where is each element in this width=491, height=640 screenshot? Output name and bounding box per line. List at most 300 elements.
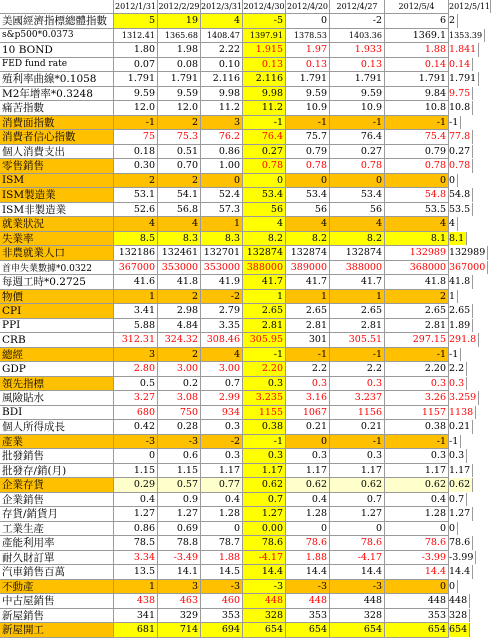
row-label: 企業銷售: [0, 493, 114, 507]
value-cell: 41.8: [449, 275, 473, 289]
value-cell: 312.31: [114, 333, 158, 347]
value-cell: 9.59: [330, 87, 385, 101]
table-row: [0, 101, 471, 116]
value-cell: -1: [449, 435, 461, 449]
value-cell: 1312.41: [114, 29, 158, 43]
table-row: [0, 391, 477, 406]
value-cell: 1.88: [385, 43, 449, 57]
value-cell: 0: [449, 522, 458, 536]
value-cell: 1.88: [286, 551, 330, 565]
value-cell: 654: [243, 623, 286, 637]
value-cell: -1: [286, 348, 330, 362]
value-cell: 1138: [449, 406, 476, 420]
table-row: [0, 304, 471, 319]
value-cell: 0.21: [449, 420, 473, 434]
row-label: 失業率: [0, 232, 114, 246]
value-cell: 2.65: [243, 304, 286, 318]
value-cell: 53.5: [385, 203, 449, 217]
value-cell: 41.7: [286, 275, 330, 289]
value-cell: -4.17: [330, 551, 385, 565]
row-label: 消費者信心指數: [0, 130, 114, 144]
value-cell: -3: [243, 580, 286, 594]
table-row: [0, 594, 468, 609]
value-cell: 367000: [114, 261, 158, 275]
value-cell: 448: [385, 594, 449, 608]
value-cell: 388000: [243, 261, 286, 275]
date-header: 2012/2/29: [158, 2, 200, 11]
value-cell: 0.78: [286, 159, 330, 173]
value-cell: 57.3: [201, 203, 243, 217]
row-label: 企業存貨: [0, 478, 114, 492]
value-cell: 0.77: [201, 478, 243, 492]
value-cell: 0.30: [114, 159, 158, 173]
table-row: [0, 449, 465, 464]
table-row: [0, 232, 465, 247]
value-cell: 0.62: [385, 478, 449, 492]
value-cell: 4.84: [158, 319, 201, 333]
row-label: ISM非製造業: [0, 203, 114, 217]
date-header: 2012/4/27: [330, 0, 385, 13]
value-cell: 75.7: [286, 130, 330, 144]
table-row: [0, 319, 471, 334]
value-cell: 41.7: [243, 275, 286, 289]
value-cell: 54.1: [158, 188, 201, 202]
value-cell: 353: [286, 609, 330, 623]
value-cell: 3.16: [286, 391, 330, 405]
value-cell: 77.8: [449, 130, 473, 144]
row-label: 領先指標: [0, 377, 114, 391]
value-cell: 4: [158, 217, 201, 231]
value-cell: 2: [158, 174, 201, 188]
value-cell: 1157: [385, 406, 449, 420]
value-cell: 353: [385, 609, 449, 623]
value-cell: 8.1: [449, 232, 467, 246]
value-cell: 934: [201, 406, 243, 420]
value-cell: 10.8: [385, 101, 449, 115]
value-cell: -1: [330, 348, 385, 362]
value-cell: 13.5: [114, 565, 158, 579]
value-cell: 694: [201, 623, 243, 637]
value-cell: 1067: [286, 406, 330, 420]
value-cell: -3.99: [385, 551, 449, 565]
value-cell: 0.3: [201, 420, 243, 434]
row-label: 個人消費支出: [0, 145, 114, 159]
value-cell: 132874: [243, 246, 286, 260]
value-cell: -1: [114, 116, 158, 130]
value-cell: 0.3: [201, 449, 243, 463]
value-cell: 1: [286, 290, 330, 304]
value-cell: 4: [286, 217, 330, 231]
value-cell: -2: [201, 435, 243, 449]
value-cell: 0.7: [330, 493, 385, 507]
value-cell: 3.00: [158, 362, 201, 376]
value-cell: 1: [449, 290, 458, 304]
value-cell: 14.4: [330, 565, 385, 579]
value-cell: 53.4: [330, 188, 385, 202]
row-label: 個人所得成長: [0, 420, 114, 434]
value-cell: -1: [385, 435, 449, 449]
value-cell: 41.6: [114, 275, 158, 289]
value-cell: 14.5: [201, 565, 243, 579]
value-cell: 0.00: [243, 522, 286, 536]
value-cell: 1378.53: [286, 29, 330, 43]
value-cell: 0.08: [158, 58, 201, 72]
value-cell: 0.7: [201, 377, 243, 391]
value-cell: 0: [449, 580, 458, 594]
value-cell: 1.27: [114, 507, 158, 521]
value-cell: 1: [201, 217, 243, 231]
value-cell: 291.8: [449, 333, 479, 347]
value-cell: 53.4: [286, 188, 330, 202]
table-row: [0, 551, 474, 566]
date-header: 2012/1/31: [114, 2, 157, 11]
value-cell: 6: [385, 14, 449, 28]
value-cell: 2.116: [243, 72, 286, 86]
value-cell: 1.17: [201, 464, 243, 478]
value-cell: 0.4: [114, 493, 158, 507]
value-cell: 78.6: [243, 536, 286, 550]
table-row: [0, 609, 468, 624]
value-cell: 0.27: [330, 145, 385, 159]
value-cell: 0.4: [201, 493, 243, 507]
value-cell: 132989: [385, 246, 449, 260]
table-row: [0, 261, 486, 276]
row-label: 新屋銷售: [0, 609, 114, 623]
value-cell: 0.13: [243, 58, 286, 72]
value-cell: 305.51: [330, 333, 385, 347]
value-cell: 0.3: [385, 377, 449, 391]
value-cell: 4: [330, 217, 385, 231]
value-cell: 1: [114, 290, 158, 304]
row-label: 工業生產: [0, 522, 114, 536]
row-label: 首申失業數據*0.0322: [0, 261, 114, 275]
table-row: [0, 420, 471, 435]
value-cell: 0.3: [449, 377, 467, 391]
value-cell: 4: [201, 348, 243, 362]
value-cell: 353000: [201, 261, 243, 275]
value-cell: 0.3: [243, 449, 286, 463]
table-row: [0, 565, 471, 580]
table-row: [0, 58, 471, 73]
value-cell: 2: [449, 14, 458, 28]
value-cell: 2.2: [449, 362, 467, 376]
value-cell: 1.17: [330, 464, 385, 478]
date-header: 2012/4/20: [286, 2, 329, 11]
value-cell: 328: [243, 609, 286, 623]
value-cell: 1.791: [385, 72, 449, 86]
value-cell: 680: [114, 406, 158, 420]
value-cell: 0: [286, 174, 330, 188]
value-cell: 2: [158, 116, 201, 130]
table-row: [0, 623, 468, 638]
value-cell: 41.8: [385, 275, 449, 289]
value-cell: 0.3: [449, 449, 467, 463]
value-cell: 2.65: [385, 304, 449, 318]
row-label: 殖利率曲線*0.1058: [0, 72, 114, 86]
value-cell: 448: [449, 594, 470, 608]
value-cell: -2: [201, 290, 243, 304]
value-cell: 2.79: [201, 304, 243, 318]
table-row: [0, 145, 471, 160]
value-cell: 1.97: [286, 43, 330, 57]
value-cell: 0: [201, 174, 243, 188]
value-cell: 78.6: [449, 536, 473, 550]
value-cell: 14.4: [243, 565, 286, 579]
row-label: 總經: [0, 348, 114, 362]
value-cell: 1155: [243, 406, 286, 420]
row-label: 非農就業人口: [0, 246, 114, 260]
value-cell: 1403.36: [330, 29, 385, 43]
value-cell: 3.35: [201, 319, 243, 333]
value-cell: 4: [114, 217, 158, 231]
row-label: ISM製造業: [0, 188, 114, 202]
value-cell: 1.15: [158, 464, 201, 478]
value-cell: 2: [385, 290, 449, 304]
value-cell: 1.933: [330, 43, 385, 57]
value-cell: 14.4: [385, 565, 449, 579]
value-cell: 11.2: [201, 101, 243, 115]
value-cell: 3.26: [385, 391, 449, 405]
value-cell: 2.20: [243, 362, 286, 376]
row-label: 新屋開工: [0, 623, 114, 637]
value-cell: 0.7: [449, 493, 467, 507]
row-label: PPI: [0, 319, 114, 333]
value-cell: 2.81: [243, 319, 286, 333]
row-label: 痛苦指數: [0, 101, 114, 115]
table-row: [0, 435, 459, 450]
value-cell: 12.0: [114, 101, 158, 115]
row-label: 產能利用率: [0, 536, 114, 550]
value-cell: 0.07: [114, 58, 158, 72]
value-cell: 0.3: [286, 449, 330, 463]
value-cell: 78.6: [385, 536, 449, 550]
value-cell: 78.7: [201, 536, 243, 550]
value-cell: 1.88: [201, 551, 243, 565]
value-cell: 1156: [330, 406, 385, 420]
value-cell: 0.3: [243, 377, 286, 391]
value-cell: 328: [330, 609, 385, 623]
value-cell: 0.78: [385, 159, 449, 173]
value-cell: 53.4: [243, 188, 286, 202]
row-label: 消費面指數: [0, 116, 114, 130]
table-row: [0, 522, 456, 537]
value-cell: 8.2: [286, 232, 330, 246]
value-cell: 1.89: [449, 319, 473, 333]
value-cell: 714: [158, 623, 201, 637]
row-label: 批發存/銷(月): [0, 464, 114, 478]
value-cell: 9.75: [449, 87, 473, 101]
value-cell: -1: [385, 116, 449, 130]
value-cell: 2: [158, 348, 201, 362]
value-cell: 0.2: [158, 377, 201, 391]
value-cell: -3: [158, 435, 201, 449]
value-cell: 2: [114, 174, 158, 188]
value-cell: 9.59: [286, 87, 330, 101]
value-cell: 1.28: [286, 507, 330, 521]
row-label: 10 BOND: [0, 43, 114, 57]
value-cell: 0.21: [330, 420, 385, 434]
value-cell: -1: [385, 348, 449, 362]
row-label: 不動產: [0, 580, 114, 594]
row-label: 批發銷售: [0, 449, 114, 463]
value-cell: 4: [201, 14, 243, 28]
value-cell: 353: [201, 609, 243, 623]
header-corner: [0, 0, 114, 13]
value-cell: 54.8: [449, 188, 473, 202]
value-cell: 9.59: [158, 87, 201, 101]
row-label: 產業: [0, 435, 114, 449]
value-cell: 1.17: [385, 464, 449, 478]
row-label: s&p500*0.0373: [0, 29, 114, 43]
value-cell: 132989: [449, 246, 488, 260]
value-cell: 750: [158, 406, 201, 420]
row-label: 存貨/銷貨月: [0, 507, 114, 521]
value-cell: 367000: [449, 261, 488, 275]
value-cell: -4.17: [243, 551, 286, 565]
value-cell: 389000: [286, 261, 330, 275]
value-cell: 341: [114, 609, 158, 623]
table-row: [0, 275, 471, 290]
value-cell: 0: [114, 449, 158, 463]
value-cell: 297.15: [385, 333, 449, 347]
value-cell: 0.38: [385, 420, 449, 434]
value-cell: 2.65: [330, 304, 385, 318]
value-cell: 8.3: [201, 232, 243, 246]
value-cell: 1408.47: [201, 29, 243, 43]
value-cell: 0.86: [114, 522, 158, 536]
value-cell: 329: [158, 609, 201, 623]
value-cell: 2.81: [330, 319, 385, 333]
value-cell: 14.4: [286, 565, 330, 579]
value-cell: 0: [385, 174, 449, 188]
value-cell: 654: [286, 623, 330, 637]
value-cell: -1: [449, 348, 461, 362]
value-cell: 654: [449, 623, 470, 637]
value-cell: 1.98: [158, 43, 201, 57]
table-row: [0, 406, 474, 421]
value-cell: 328: [449, 609, 470, 623]
table-row: [0, 43, 477, 58]
value-cell: 4: [449, 217, 458, 231]
value-cell: 0.57: [158, 478, 201, 492]
value-cell: -1: [243, 435, 286, 449]
value-cell: 76.4: [243, 130, 286, 144]
value-cell: 0.18: [114, 145, 158, 159]
value-cell: 8.3: [158, 232, 201, 246]
value-cell: 0.28: [158, 420, 201, 434]
value-cell: 10.9: [286, 101, 330, 115]
table-row: [0, 174, 456, 189]
value-cell: 132874: [330, 246, 385, 260]
value-cell: 0.9: [158, 493, 201, 507]
header-row: [0, 0, 491, 14]
value-cell: 54.8: [385, 188, 449, 202]
row-label: M2年增率*0.3248: [0, 87, 114, 101]
date-header: 2012/4/30: [243, 2, 285, 11]
value-cell: 8.1: [385, 232, 449, 246]
value-cell: 14.4: [449, 565, 473, 579]
value-cell: 0.13: [286, 58, 330, 72]
table-row: [0, 333, 477, 348]
table-row: [0, 159, 471, 174]
table-row: [0, 217, 456, 232]
value-cell: 132461: [158, 246, 201, 260]
value-cell: 75.4: [385, 130, 449, 144]
value-cell: 9.98: [201, 87, 243, 101]
value-cell: 3: [114, 348, 158, 362]
value-cell: -1: [286, 116, 330, 130]
table-row: [0, 536, 471, 551]
value-cell: 53.1: [114, 188, 158, 202]
value-cell: 460: [201, 594, 243, 608]
value-cell: -5: [243, 14, 286, 28]
value-cell: 0: [449, 174, 458, 188]
value-cell: 0.13: [330, 58, 385, 72]
value-cell: 0.69: [158, 522, 201, 536]
value-cell: 3.41: [114, 304, 158, 318]
value-cell: -1: [449, 116, 461, 130]
table-row: [0, 464, 471, 479]
value-cell: 3.00: [201, 362, 243, 376]
value-cell: -3: [201, 580, 243, 594]
value-cell: 0.14: [385, 58, 449, 72]
value-cell: 1.791: [114, 72, 158, 86]
value-cell: 681: [114, 623, 158, 637]
value-cell: 301: [286, 333, 330, 347]
value-cell: 1365.68: [158, 29, 201, 43]
value-cell: 3.08: [158, 391, 201, 405]
value-cell: 1.17: [286, 464, 330, 478]
value-cell: 1369.1: [385, 29, 449, 43]
table-row: [0, 14, 456, 29]
value-cell: 0: [286, 522, 330, 536]
table-row: [0, 116, 459, 131]
value-cell: 3.259: [449, 391, 479, 405]
row-label: ISM: [0, 174, 114, 188]
value-cell: 3.27: [114, 391, 158, 405]
row-label: 耐久財訂單: [0, 551, 114, 565]
value-cell: 0.5: [114, 377, 158, 391]
value-cell: 1.791: [286, 72, 330, 86]
value-cell: 2: [158, 290, 201, 304]
value-cell: 1.791: [449, 72, 479, 86]
value-cell: 11.2: [243, 101, 286, 115]
value-cell: 1353.39: [449, 29, 485, 43]
table-row: [0, 580, 456, 595]
value-cell: 0: [385, 522, 449, 536]
value-cell: 132186: [114, 246, 158, 260]
value-cell: 654: [330, 623, 385, 637]
value-cell: 0.79: [286, 145, 330, 159]
value-cell: 0.62: [449, 478, 473, 492]
value-cell: 9.84: [385, 87, 449, 101]
value-cell: 2.116: [201, 72, 243, 86]
value-cell: 1.15: [114, 464, 158, 478]
value-cell: 324.32: [158, 333, 201, 347]
value-cell: 353000: [158, 261, 201, 275]
value-cell: 1.17: [449, 464, 473, 478]
value-cell: 368000: [385, 261, 449, 275]
value-cell: 2.22: [201, 43, 243, 57]
value-cell: 0.79: [385, 145, 449, 159]
value-cell: 0: [385, 580, 449, 594]
value-cell: 448: [330, 594, 385, 608]
value-cell: 2.98: [158, 304, 201, 318]
value-cell: 438: [114, 594, 158, 608]
value-cell: -2: [330, 14, 385, 28]
value-cell: 1: [330, 290, 385, 304]
value-cell: 2.80: [114, 362, 158, 376]
